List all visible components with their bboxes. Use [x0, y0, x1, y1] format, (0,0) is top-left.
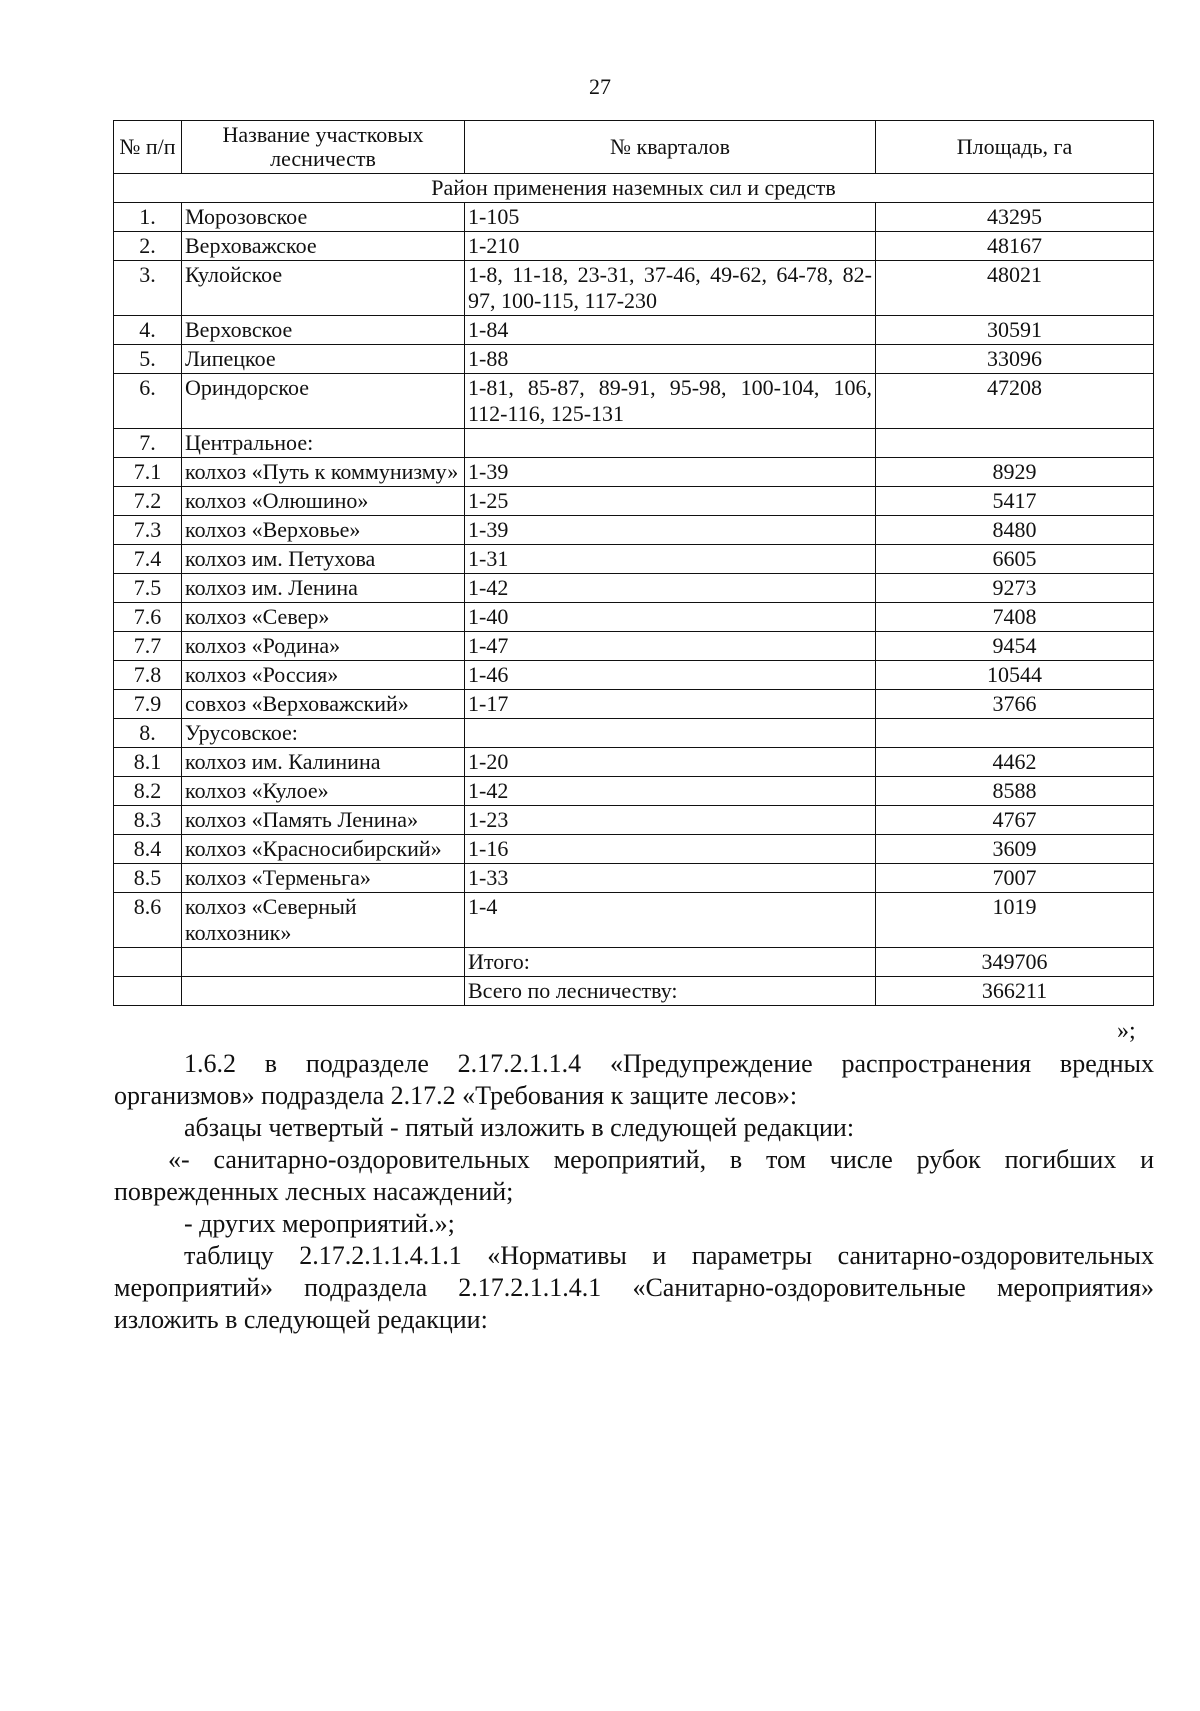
row-area: 47208 [876, 374, 1154, 429]
table-row [114, 632, 1154, 661]
row-forestry-name: колхоз «Север» [182, 603, 465, 632]
row-forestry-name: Центральное: [182, 429, 465, 458]
row-quarters: 1-39 [465, 516, 876, 545]
paragraph: «- санитарно-оздоровительных мероприятий, в том числе рубок погибших и поврежденных лесных насаждений; [114, 1145, 1154, 1206]
row-area [876, 719, 1154, 748]
row-number: 7.9 [114, 690, 182, 719]
table-row [114, 835, 1154, 864]
paragraph: - других мероприятий.»; [184, 1209, 455, 1238]
row-area: 1019 [876, 893, 1154, 948]
row-forestry-name: колхоз «Родина» [182, 632, 465, 661]
row-quarters: 1-17 [465, 690, 876, 719]
paragraph: абзацы четвертый - пятый изложить в следующей редакции: [184, 1113, 855, 1142]
body-text [114, 1048, 1154, 1336]
row-forestry-name [182, 948, 465, 977]
row-area: 43295 [876, 203, 1154, 232]
table-row [114, 748, 1154, 777]
row-number: 6. [114, 374, 182, 429]
row-area: 349706 [876, 948, 1154, 977]
row-quarters: 1-42 [465, 574, 876, 603]
row-area: 8929 [876, 458, 1154, 487]
row-number: 1. [114, 203, 182, 232]
row-forestry-name: колхоз «Россия» [182, 661, 465, 690]
header-area: Площадь, га [876, 121, 1154, 174]
row-area: 7408 [876, 603, 1154, 632]
row-quarters: 1-42 [465, 777, 876, 806]
table-row [114, 516, 1154, 545]
row-quarters: 1-25 [465, 487, 876, 516]
row-quarters: 1-46 [465, 661, 876, 690]
row-area: 48167 [876, 232, 1154, 261]
row-forestry-name: Морозовское [182, 203, 465, 232]
page-number: 27 [589, 74, 611, 99]
row-quarters: 1-23 [465, 806, 876, 835]
row-area: 366211 [876, 977, 1154, 1006]
row-number: 7.6 [114, 603, 182, 632]
table-row [114, 458, 1154, 487]
row-number: 4. [114, 316, 182, 345]
row-forestry-name: колхоз «Путь к коммунизму» [182, 458, 465, 487]
row-area: 9454 [876, 632, 1154, 661]
row-quarters: 1-33 [465, 864, 876, 893]
row-forestry-name: Верховажское [182, 232, 465, 261]
row-number: 5. [114, 345, 182, 374]
row-forestry-name: колхоз им. Петухова [182, 545, 465, 574]
row-quarters: 1-88 [465, 345, 876, 374]
closing-quote: »; [1117, 1018, 1136, 1044]
row-quarters [465, 429, 876, 458]
table-header-row [114, 121, 1154, 174]
row-area: 48021 [876, 261, 1154, 316]
row-number: 7.8 [114, 661, 182, 690]
row-number: 7.1 [114, 458, 182, 487]
table-row [114, 948, 1154, 977]
row-area: 3609 [876, 835, 1154, 864]
row-forestry-name [182, 977, 465, 1006]
table-row [114, 574, 1154, 603]
row-area: 8588 [876, 777, 1154, 806]
header-name: Название участковых лесничеств [182, 121, 465, 174]
row-number: 8.6 [114, 893, 182, 948]
row-area: 4462 [876, 748, 1154, 777]
row-number: 8.4 [114, 835, 182, 864]
row-forestry-name: колхоз им. Ленина [182, 574, 465, 603]
table-row [114, 545, 1154, 574]
table-row [114, 806, 1154, 835]
row-number: 8.3 [114, 806, 182, 835]
row-quarters: 1-31 [465, 545, 876, 574]
row-area [876, 429, 1154, 458]
table-row [114, 719, 1154, 748]
row-quarters: 1-16 [465, 835, 876, 864]
row-area: 5417 [876, 487, 1154, 516]
row-forestry-name: Кулойское [182, 261, 465, 316]
row-area: 33096 [876, 345, 1154, 374]
table-row [114, 977, 1154, 1006]
table-row [114, 777, 1154, 806]
row-number: 3. [114, 261, 182, 316]
row-quarters: Итого: [465, 948, 876, 977]
forest-quarters-table [113, 120, 1154, 1006]
table-row [114, 374, 1154, 429]
row-quarters [465, 719, 876, 748]
table-row [114, 316, 1154, 345]
header-quarters: № кварталов [465, 121, 876, 174]
table-row [114, 261, 1154, 316]
row-area: 30591 [876, 316, 1154, 345]
table-row [114, 661, 1154, 690]
table-row [114, 690, 1154, 719]
row-forestry-name: колхоз «Красносибирский» [182, 835, 465, 864]
row-quarters: 1-47 [465, 632, 876, 661]
row-quarters: Всего по лесничеству: [465, 977, 876, 1006]
row-number: 2. [114, 232, 182, 261]
row-quarters: 1-40 [465, 603, 876, 632]
row-area: 8480 [876, 516, 1154, 545]
row-forestry-name: колхоз «Верховье» [182, 516, 465, 545]
row-forestry-name: колхоз «Олюшино» [182, 487, 465, 516]
row-forestry-name: совхоз «Верховажский» [182, 690, 465, 719]
row-number: 7. [114, 429, 182, 458]
row-quarters: 1-210 [465, 232, 876, 261]
row-quarters: 1-8, 11-18, 23-31, 37-46, 49-62, 64-78, 82-97, 100-115, 117-230 [465, 261, 876, 316]
table-row [114, 345, 1154, 374]
section-title: Район применения наземных сил и средств [114, 174, 1154, 203]
row-forestry-name: колхоз «Северный колхозник» [182, 893, 465, 948]
table-row [114, 864, 1154, 893]
row-quarters: 1-81, 85-87, 89-91, 95-98, 100-104, 106, 112-116, 125-131 [465, 374, 876, 429]
row-quarters: 1-84 [465, 316, 876, 345]
row-forestry-name: колхоз им. Калинина [182, 748, 465, 777]
row-forestry-name: Урусовское: [182, 719, 465, 748]
row-area: 4767 [876, 806, 1154, 835]
row-quarters: 1-39 [465, 458, 876, 487]
table-row [114, 232, 1154, 261]
row-number: 7.5 [114, 574, 182, 603]
section-title-row [114, 174, 1154, 203]
row-number: 8. [114, 719, 182, 748]
row-quarters: 1-105 [465, 203, 876, 232]
row-number: 8.1 [114, 748, 182, 777]
row-area: 10544 [876, 661, 1154, 690]
row-forestry-name: Ориндорское [182, 374, 465, 429]
row-number: 8.2 [114, 777, 182, 806]
row-area: 9273 [876, 574, 1154, 603]
table-row [114, 893, 1154, 948]
row-number [114, 977, 182, 1006]
row-number: 7.3 [114, 516, 182, 545]
header-num: № п/п [114, 121, 182, 174]
row-forestry-name: колхоз «Терменьга» [182, 864, 465, 893]
paragraph: таблицу 2.17.2.1.1.4.1.1 «Нормативы и параметры санитарно-оздоровительных мероприятий» подраздела 2.17.2.1.1.4.1 «Санитарно-оздоровительные мероприятия» изложить в следующей редакции: [114, 1241, 1154, 1334]
row-quarters: 1-20 [465, 748, 876, 777]
table-body [114, 174, 1154, 1006]
row-forestry-name: колхоз «Кулое» [182, 777, 465, 806]
row-area: 6605 [876, 545, 1154, 574]
row-area: 3766 [876, 690, 1154, 719]
paragraph: 1.6.2 в подразделе 2.17.2.1.1.4 «Предупреждение распространения вредных организмов» подраздела 2.17.2 «Требования к защите лесов»: [114, 1049, 1154, 1110]
row-number: 7.2 [114, 487, 182, 516]
row-number: 7.7 [114, 632, 182, 661]
row-forestry-name: колхоз «Память Ленина» [182, 806, 465, 835]
table-row [114, 429, 1154, 458]
table-row [114, 203, 1154, 232]
row-number: 8.5 [114, 864, 182, 893]
row-forestry-name: Верховское [182, 316, 465, 345]
table-row [114, 487, 1154, 516]
row-number: 7.4 [114, 545, 182, 574]
row-forestry-name: Липецкое [182, 345, 465, 374]
row-area: 7007 [876, 864, 1154, 893]
row-quarters: 1-4 [465, 893, 876, 948]
row-number [114, 948, 182, 977]
table-row [114, 603, 1154, 632]
